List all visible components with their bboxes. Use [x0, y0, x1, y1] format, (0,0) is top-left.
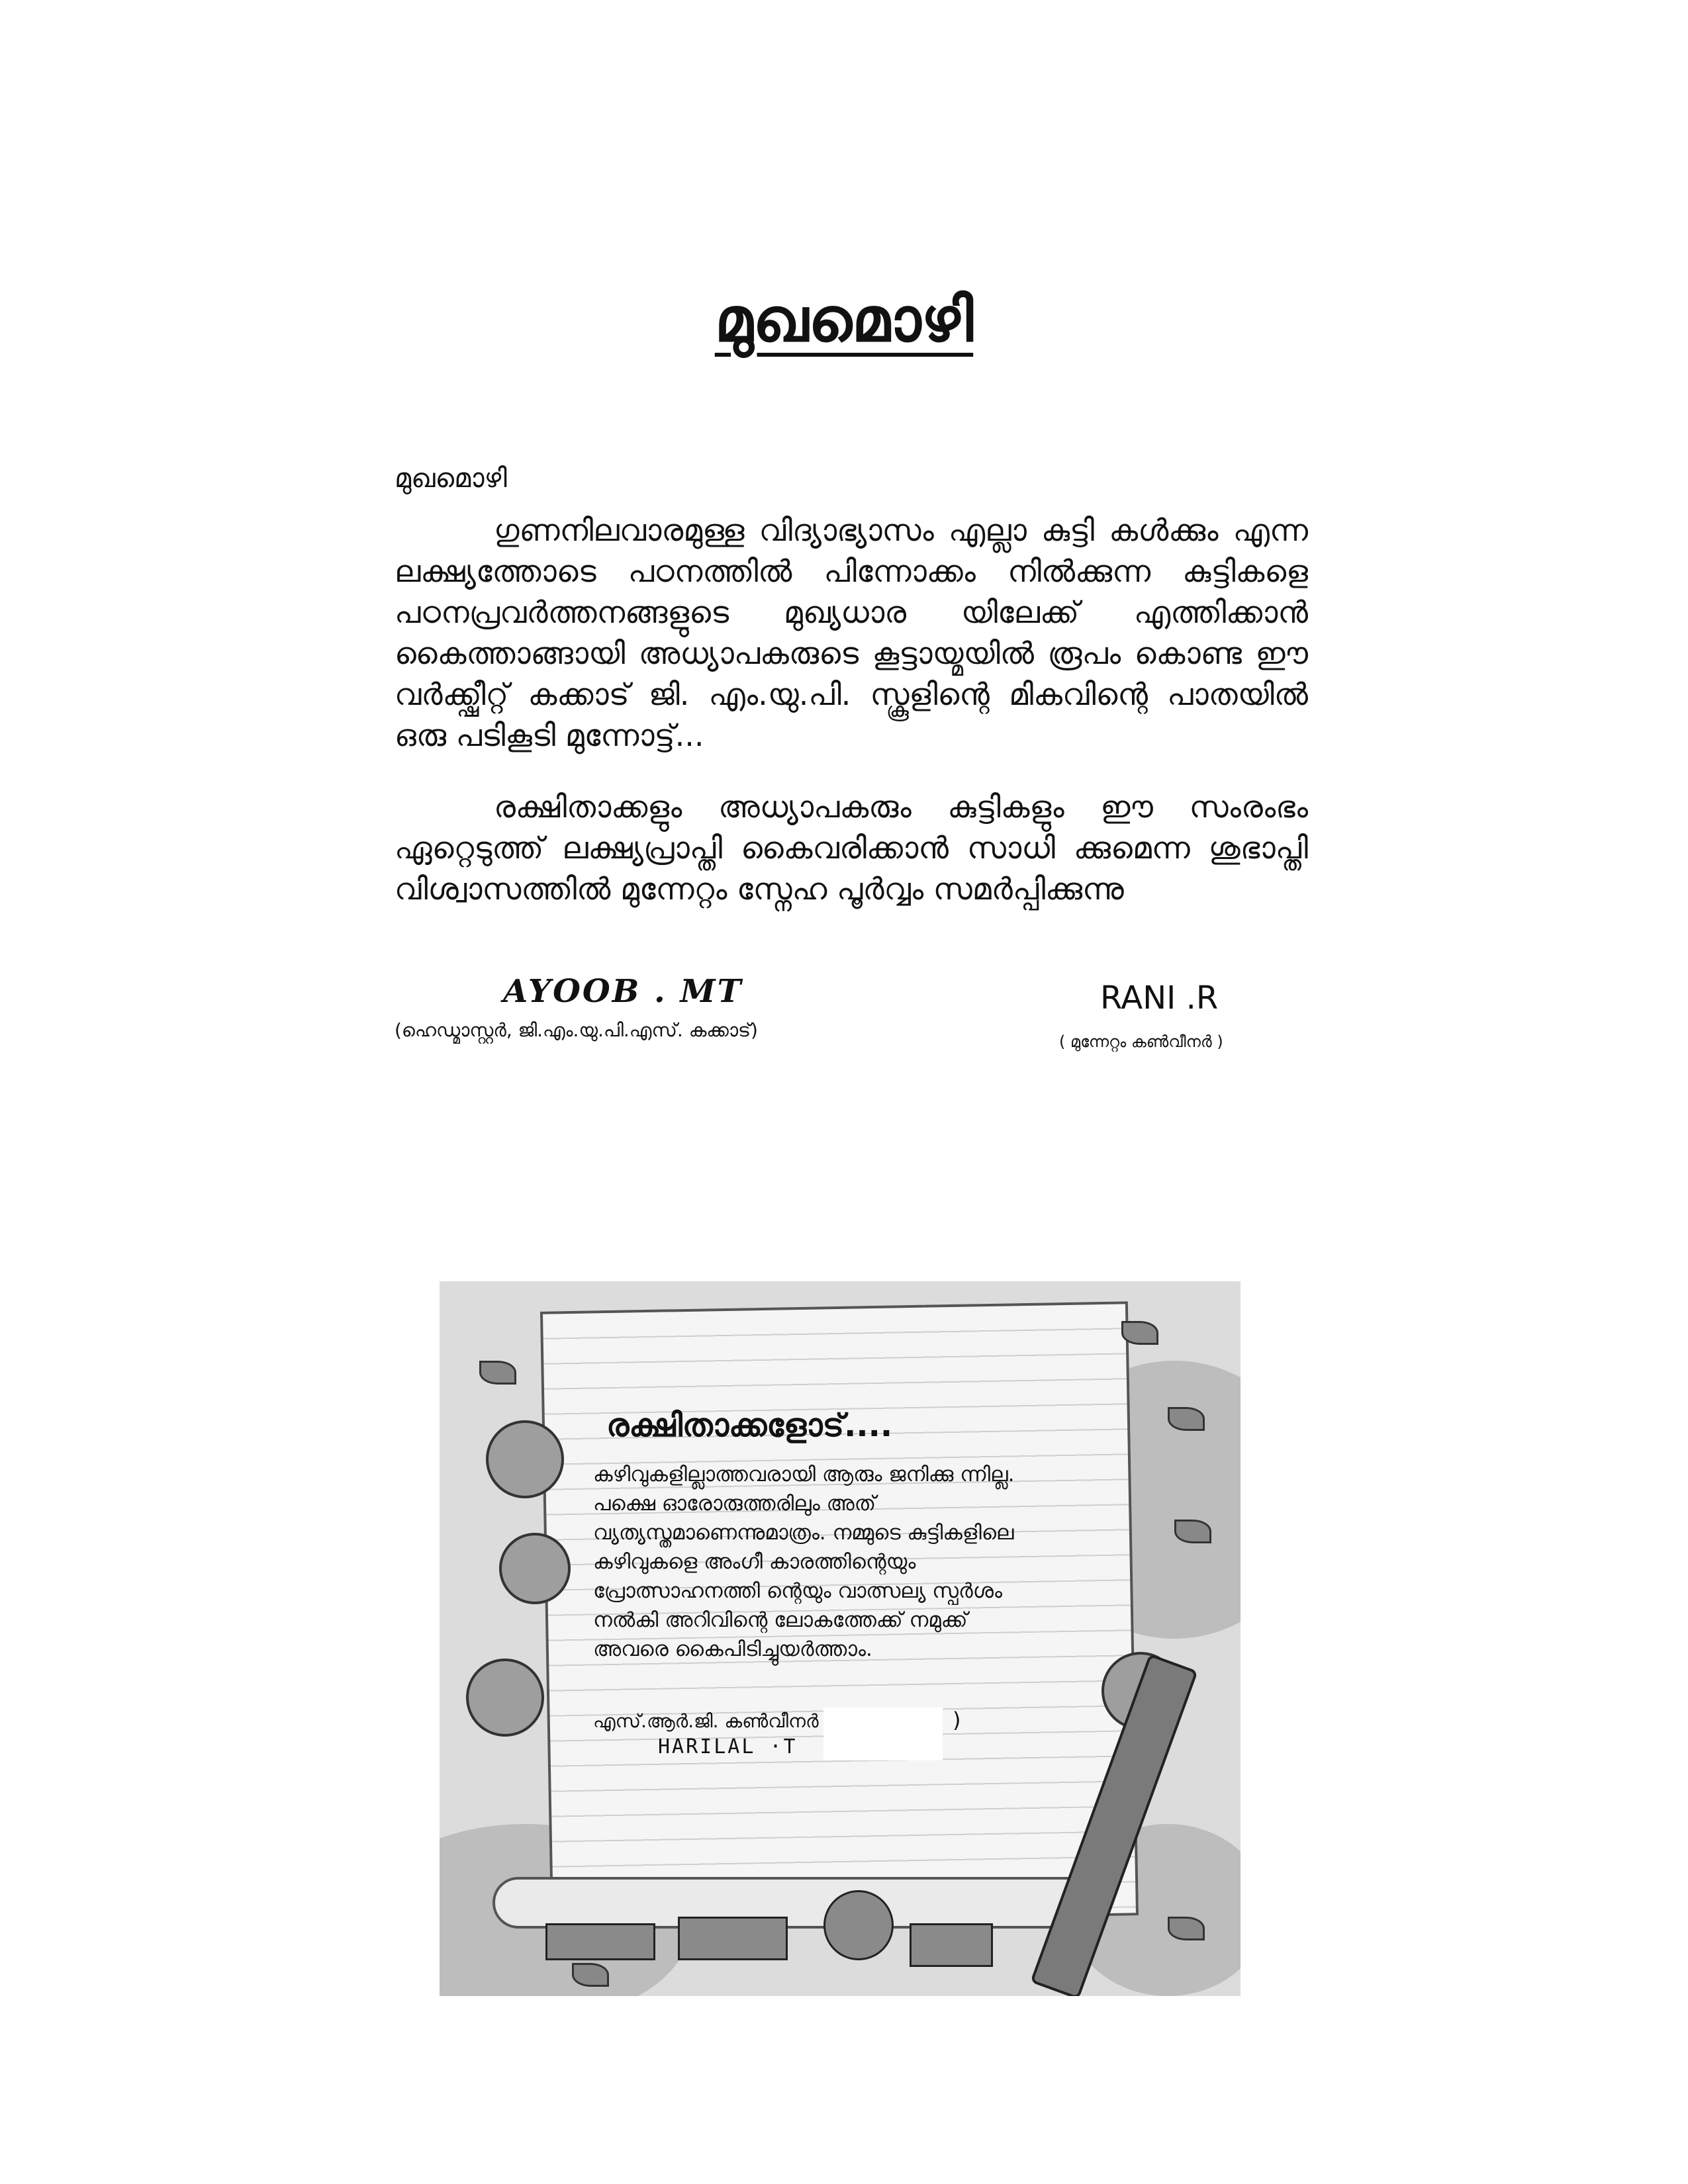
paragraph-2: രക്ഷിതാക്കളും അധ്യാപകരും കുട്ടികളും ഈ സംരംഭം ഏറ്റെടുത്ത് ലക്ഷ്യപ്രാപ്തി കൈവരിക്കാൻ സാധി ക്കുമെന്ന ശുഭാപ്തി വിശ്വാസത്തിൽ മുന്നേറ്റം സ്നേഹ പൂർവ്വം സമർപ്പിക്കുന്നു [395, 789, 1308, 907]
white-patch [823, 1707, 943, 1760]
convener-signature: RANI .R [1100, 979, 1219, 1017]
child-face-icon [486, 1420, 564, 1498]
page-title-text: മുഖമൊഴി [714, 285, 974, 355]
headmaster-role: (ഹെഡ്മാസ്റ്റർ, ജി.എം.യു.പി.എസ്. കക്കാട്) [395, 1019, 758, 1041]
note-body: കഴിവുകളില്ലാത്തവരായി ആരും ജനിക്കു ന്നില്ല. പക്ഷെ ഓരോരുത്തരിലും അത് വ്യത്യസ്തമാണെന്നുമാത്രം. നമ്മുടെ കുട്ടികളിലെ കഴിവുകളെ അംഗീ കാരത്തിന്റെയും പ്രോത്സാഹനത്തി ന്റെയും വാത്സല്യ സ്പർശം നൽകി അറിവിന്റെ ലോകത്തേക്ക് നമുക്ക് അവരെ കൈപിടിച്ചുയർത്താം. [593, 1463, 1015, 1661]
leaf-icon [479, 1361, 516, 1385]
book-icon [678, 1917, 788, 1960]
illustration-panel [440, 1281, 1241, 1996]
note-signatory-name: HARILAL ·T [658, 1735, 798, 1758]
note-signatory-role: എസ്.ആർ.ജി. കൺവീനർ [593, 1710, 819, 1732]
globe-icon [823, 1890, 894, 1960]
child-face-icon [466, 1659, 544, 1737]
paragraph-1: ഗുണനിലവാരമുള്ള വിദ്യാഭ്യാസം എല്ലാ കുട്ടി കൾക്കും എന്ന ലക്ഷ്യത്തോടെ പഠനത്തിൽ പിന്നോക്കം നിൽക്കുന്ന കുട്ടികളെ പഠനപ്രവർത്തനങ്ങളുടെ മുഖ്യധാര യിലേക്ക് എത്തിക്കാൻ കൈത്താങ്ങായി അധ്യാപകരുടെ കൂട്ടായ്മയിൽ രൂപം കൊണ്ട ഈ വർക്ക്ഷീറ്റ് കക്കാട് ജി. എം.യു.പി. സ്കൂളിന്റെ മികവിന്റെ പാതയിൽ ഒരു പടികൂടി മുന്നോട്ട്... [395, 512, 1308, 753]
leaf-icon [1121, 1321, 1158, 1345]
note-paren: ) [953, 1707, 961, 1733]
book-icon [545, 1923, 655, 1960]
headmaster-signature: AYOOB . MT [503, 973, 743, 1010]
page-title [0, 285, 1688, 357]
school-supplies [479, 1917, 1009, 1996]
convener-role: ( മുന്നേറ്റം കൺവീനർ ) [1059, 1032, 1223, 1051]
child-face-icon [499, 1533, 571, 1604]
note-title: രക്ഷിതാക്കളോട്.... [606, 1407, 893, 1444]
section-heading: മുഖമൊഴി [395, 463, 507, 494]
leaf-icon [1168, 1917, 1205, 1940]
leaf-icon [1168, 1407, 1205, 1431]
leaf-icon [1174, 1520, 1211, 1543]
paint-box-icon [910, 1923, 993, 1967]
